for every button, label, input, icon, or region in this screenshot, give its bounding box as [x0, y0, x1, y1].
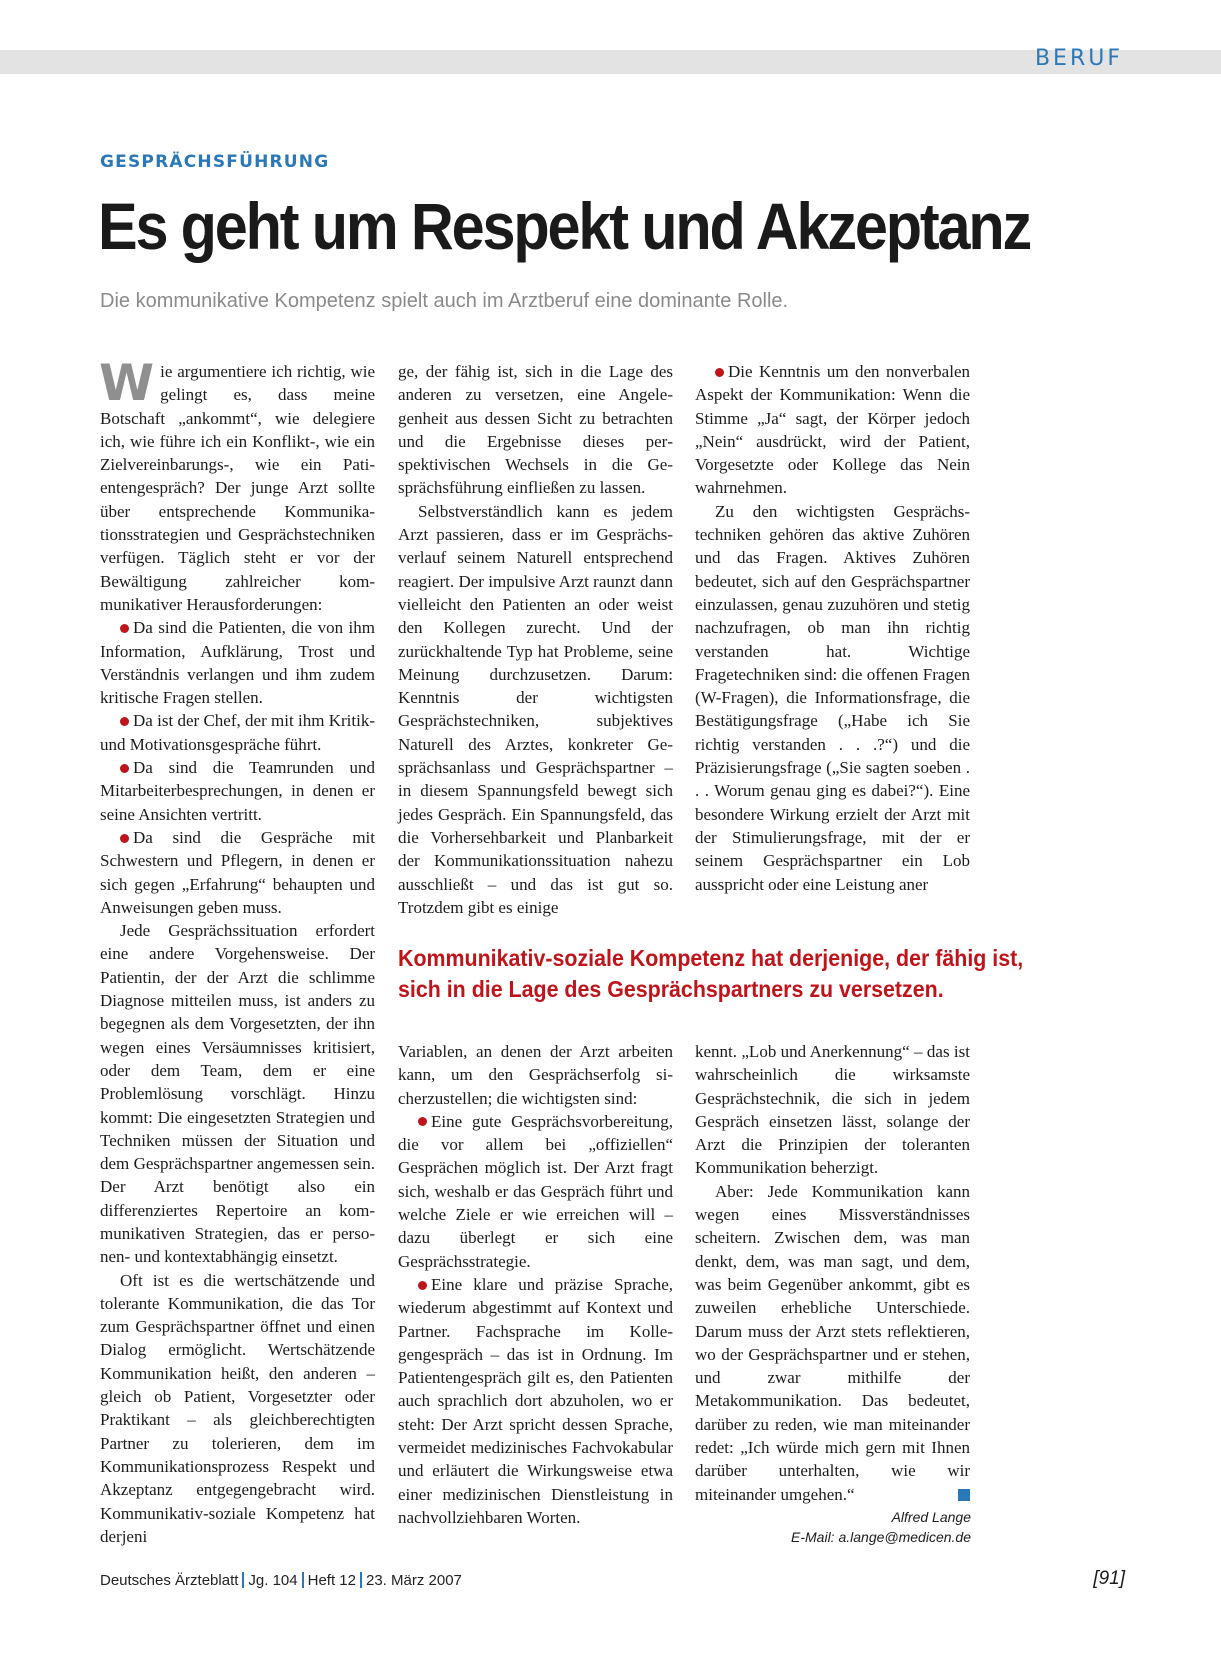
separator [242, 1572, 244, 1588]
bullet-item [398, 1110, 673, 1273]
intro-paragraph [99, 354, 375, 616]
body-paragraph: ge, der fähig ist, sich in die Lage des anderen zu versetzen, eine Angelegenheit aus dessen Sicht zu betrachten und die Ergebnisse dieses perspektivischen Wechsels in die Gesprächsführung einfließen zu lassen. [398, 362, 673, 498]
bullet-text: Da sind die Teamrunden und Mitarbeiterbesprechungen, in denen er seine Ansichten vertritt. [100, 758, 375, 824]
article-subtitle: Die kommunikative Kompetenz spielt auch im Arztberuf eine dominante Rolle. [100, 290, 789, 312]
paragraph-text: Aber: Jede Kommunikation kann wegen eines Missverständnisses scheitern. Zwischen dem, was man denkt, dem, was man sagt, und dem, was beim Gegenüber ankommt, gibt es zuweilen erhebliche Unterschiede. Darum muss der Arzt stets reflektieren, wo der Gesprächspartner und er stehen, und zwar mithilfe der Metakommunikation. Das bedeutet, darüber zu reden, wie man miteinander redet: „Ich würde mich gern mit Ihnen darüber unterhalten, wie wir miteinander umgehen.“ [695, 1181, 970, 1504]
journal-name: Deutsches Ärzteblatt [100, 1572, 239, 1589]
bullet-icon [715, 368, 724, 377]
bullet-item [100, 826, 375, 919]
journal-volume: Jg. 104 [248, 1572, 298, 1589]
article-kicker: GESPRÄCHSFÜHRUNG [100, 152, 330, 172]
bullet-icon [120, 764, 129, 773]
article-headline: Es geht um Respekt und Akzeptanz [98, 189, 1031, 263]
bullet-icon [120, 717, 129, 726]
bullet-icon [418, 1281, 427, 1290]
body-paragraph: Selbstverständlich kann es jedem Arzt passieren, dass er im Gesprächsverlauf seinem Naturell entsprechend reagiert. Der impulsive Arzt raunzt dann vielleicht den Patienten an oder weist den Kollegen zurecht. Und der zurückhaltende Typ hat Probleme, seine Meinung durchzusetzen. Darum: Kenntnis der wichtigsten Gesprächstechniken, subjektives Naturell des Arztes, konkreter Gesprächsanlass und Gesprächspartner – in diesem Spannungsfeld bewegt sich jedes Gespräch. Ein Spannungsfeld, das die Vorhersehbarkeit und Planbarkeit der Kommunikationssituation nahezu ausschließt – und das ist gut so. Trotzdem gibt es einige [398, 501, 673, 917]
article-column-2-lower [398, 1040, 673, 1529]
bullet-text: Da ist der Chef, der mit ihm Kritik- und Motivationsgespräche führt. [100, 711, 375, 754]
body-paragraph: Jede Gesprächssituation erfordert eine andere Vorgehensweise. Der Patientin, der der Arzt die schlimme Diagnose mitteilen muss, ist anders zu begegnen als dem Vorgesetzten, der ihn wegen eines Versäumnisses kritisiert, oder dem Team, dem er eine Problemlösung vorschlägt. Hinzu kommt: Die eingesetzten Strategien und Techniken müssen der Situation und dem Gesprächspartner angemessen sein. Der Arzt benötigt also ein differenziertes Repertoire an kommunikativen Strategien, das er personen- und kontextabhängig einsetzt. [100, 921, 375, 1267]
separator [302, 1572, 304, 1588]
pull-quote: Kommunikativ-soziale Kompetenz hat derjenige, der fähig ist, sich in die Lage des Gesprächspartners zu versetzen. [398, 945, 1024, 1002]
paragraph-text: ie argumentiere ich richtig, wie gelingt es, dass meine Botschaft „ankommt“, wie delegiere ich, wie führe ich ein Konflikt-, wie ein Zielvereinbarungs-, wie ein Patientengespräch? Der junge Arzt sollte über entsprechende Kommunikationsstrategien und Gesprächstechniken verfügen. Täglich steht er vor der Bewältigung zahlreicher kommunikativer Herausforderungen: [100, 362, 375, 614]
author-name: Alfred Lange [891, 1509, 971, 1525]
bullet-icon [120, 624, 129, 633]
bullet-text: Eine klare und präzise Sprache, wiederum abgestimmt auf Kontext und Partner. Fachsprache im Kollegengespräch – das ist in Ordnung. Im Patientengespräch gilt es, den Patienten auch sprachlich dort abzuholen, wo er steht: Der Arzt spricht dessen Sprache, vermeidet medizinisches Fachvokabular und erläutert die Wirkungsweise etwa einer medizinischen Dienstleistung in nachvollziehbaren Worten. [398, 1274, 673, 1527]
article-column-1 [99, 354, 375, 1548]
bullet-icon [120, 834, 129, 843]
body-paragraph: Variablen, an denen der Arzt arbeiten kann, um den Gesprächserfolg sicherzustellen; die wichtigsten sind: [398, 1042, 673, 1108]
body-paragraph [695, 1180, 970, 1506]
journal-issue: Heft 12 [307, 1572, 356, 1589]
bullet-text: Da sind die Gespräche mit Schwestern und Pflegern, in denen er sich gegen „Erfahrung“ behaupten und Anweisungen geben muss. [100, 827, 375, 917]
bullet-item [398, 1273, 673, 1529]
section-label: BERUF [1034, 46, 1123, 71]
page-number: [91] [1093, 1568, 1125, 1589]
article-column-3 [695, 360, 970, 896]
body-paragraph: Oft ist es die wertschätzende und tolerante Kommunikation, die das Tor zum Gesprächspartner öffnet und einen Dialog ermöglicht. Wertschätzende Kommunikation heißt, den anderen – gleich ob Patient, Vorgesetzter oder Praktikant – als gleichberechtigten Partner zu tolerieren, dem im Kommunikationsprozess Respekt und Akzeptanz entgegengebracht wird. Kommunikativ-soziale Kompetenz hat derjeni [100, 1270, 375, 1546]
dropcap: W [99, 354, 155, 412]
article-column-2 [398, 360, 673, 919]
bullet-item [100, 709, 375, 756]
end-of-article-icon [958, 1489, 970, 1501]
bullet-item [695, 360, 970, 500]
body-paragraph: Zu den wichtigsten Gesprächstechniken gehören das aktive Zuhören und das Fragen. Aktives Zuhören bedeutet, sich auf den Gesprächspartner einzulassen, genau zuzuhören und stetig nachzufragen, ob man ihn richtig verstanden hat. Wichtige Fragetechniken sind: die offenen Fragen (W-Fragen), die Informationsfrage, die Bestätigungsfrage („Habe ich Sie richtig verstanden . . .?“) und die Präzisierungsfrage („Sie sagten soeben . . . Worum genau ging es dabei?“). Eine besondere Wirkung erzielt der Arzt mit der Stimulierungsfrage, mit der er seinem Gesprächspartner ein Lob ausspricht oder eine Leistung aner [695, 501, 970, 894]
bullet-icon [418, 1117, 427, 1126]
bullet-item [100, 756, 375, 826]
bullet-text: Da sind die Patienten, die von ihm Information, Aufklärung, Trost und Verständnis verlangen und ihm zudem kritische Fragen stellen. [100, 618, 375, 708]
author-signature [791, 1507, 971, 1547]
issue-date: 23. März 2007 [366, 1572, 462, 1589]
body-paragraph: kennt. „Lob und Anerkennung“ – das ist wahrscheinlich die wirksamste Gesprächstechnik, die sich in jedem Gespräch einsetzen lässt, solange der Arzt die Prinzipien der toleranten Kommunikation beherzigt. [695, 1042, 970, 1178]
bullet-text: Eine gute Gesprächsvorbereitung, die vor allem bei „offiziellen“ Gesprächen möglich ist. Der Arzt fragt sich, weshalb er das Gespräch führt und welche Ziele er wie erreichen will – dazu überlegt er sich eine Gesprächsstrategie. [398, 1111, 673, 1271]
bullet-text: Die Kenntnis um den nonverbalen Aspekt der Kommunikation: Wenn die Stimme „Ja“ sagt, der Körper jedoch „Nein“ ausdrückt, wird der Patient, Vorgesetzte oder Kollege das Nein wahrnehmen. [695, 362, 970, 498]
separator [360, 1572, 362, 1588]
author-email[interactable]: E-Mail: a.lange@medicen.de [791, 1529, 971, 1545]
bullet-item [100, 616, 375, 709]
page-footer [100, 1572, 462, 1589]
article-column-3-lower [695, 1040, 970, 1506]
